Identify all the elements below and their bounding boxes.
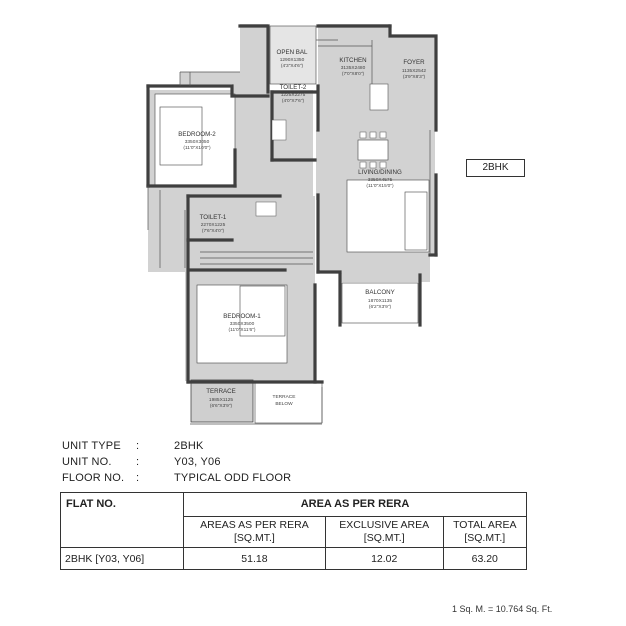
info-key: FLOOR NO. [62,472,125,484]
terrace-below-label: TERRACE [272,395,296,400]
svg-text:1985X1125: 1985X1125 [208,398,234,403]
svg-text:(11'0"X11'6"): (11'0"X11'6") [228,328,256,333]
svg-text:3350X3050: 3350X3050 [184,140,210,145]
column-header: TOTAL AREA [SQ.MT.] [443,516,526,548]
toilet-2-fixtures [272,120,286,140]
svg-text:BELOW: BELOW [275,402,293,407]
column-header: EXCLUSIVE AREA [SQ.MT.] [325,516,443,548]
bedroom-2-label: BEDROOM-2 [178,131,216,138]
svg-text:(4'0"X7'6"): (4'0"X7'6") [281,99,305,104]
svg-text:3350X3500: 3350X3500 [229,322,255,327]
dining-table [358,140,388,160]
open-bal-label: OPEN BAL [276,49,308,56]
column-header: AREAS AS PER RERA [SQ.MT.] [184,516,326,548]
info-key: UNIT NO. [62,456,112,468]
info-sep: : [136,456,140,468]
sofa [405,192,427,250]
balcony-label: BALCONY [365,289,395,296]
svg-text:(11'0"X15'0"): (11'0"X15'0") [366,184,394,189]
svg-text:(3'9"X8'3"): (3'9"X8'3") [402,75,426,80]
svg-text:1290X1350: 1290X1350 [279,58,305,63]
unit-type-badge: 2BHK [466,159,525,177]
kitchen-counter [370,84,388,110]
svg-text:(4'3"X4'6"): (4'3"X4'6") [280,64,304,69]
svg-text:3135X2480: 3135X2480 [340,66,366,71]
svg-text:(7'0"X8'0"): (7'0"X8'0") [341,72,365,77]
living-label: LIVING/DINING [358,169,402,176]
svg-text:(7'6"X4'0"): (7'6"X4'0") [201,229,225,234]
bedroom-1-label: BEDROOM-1 [223,313,261,320]
svg-text:1870X1135: 1870X1135 [367,299,393,304]
value-cell: 63.20 [443,548,526,570]
rera-area-table [60,492,527,570]
unit-conversion-note: 1 Sq. M. = 10.764 Sq. Ft. [452,604,553,614]
value-cell: 12.02 [325,548,443,570]
svg-text:(11'0"X10'0"): (11'0"X10'0") [183,146,211,151]
foyer-label: FOYER [403,59,425,66]
toilet-2-label: TOILET-2 [279,84,307,91]
info-value: 2BHK [174,440,204,452]
info-value: TYPICAL ODD FLOOR [174,472,292,484]
svg-text:(6'2"X3'9"): (6'2"X3'9") [368,305,392,310]
info-sep: : [136,440,140,452]
terrace-label: TERRACE [206,388,236,395]
value-cell: 51.18 [184,548,326,570]
toilet-1-fixtures [256,202,276,216]
svg-text:2270X1225: 2270X1225 [200,223,226,228]
flat-cell: 2BHK [Y03, Y06] [61,548,184,570]
table-row [61,548,527,570]
flat-no-header: FLAT NO. [61,493,184,548]
kitchen-label: KITCHEN [339,57,367,64]
area-header: AREA AS PER RERA [184,493,527,517]
info-key: UNIT TYPE [62,440,121,452]
svg-text:3350X4575: 3350X4575 [367,178,393,183]
svg-text:1225X2275: 1225X2275 [280,93,306,98]
info-value: Y03, Y06 [174,456,221,468]
info-sep: : [136,472,140,484]
toilet-1-label: TOILET-1 [199,214,227,221]
svg-text:(6'6"X3'9"): (6'6"X3'9") [209,404,233,409]
svg-text:1135X2542: 1135X2542 [401,69,427,74]
